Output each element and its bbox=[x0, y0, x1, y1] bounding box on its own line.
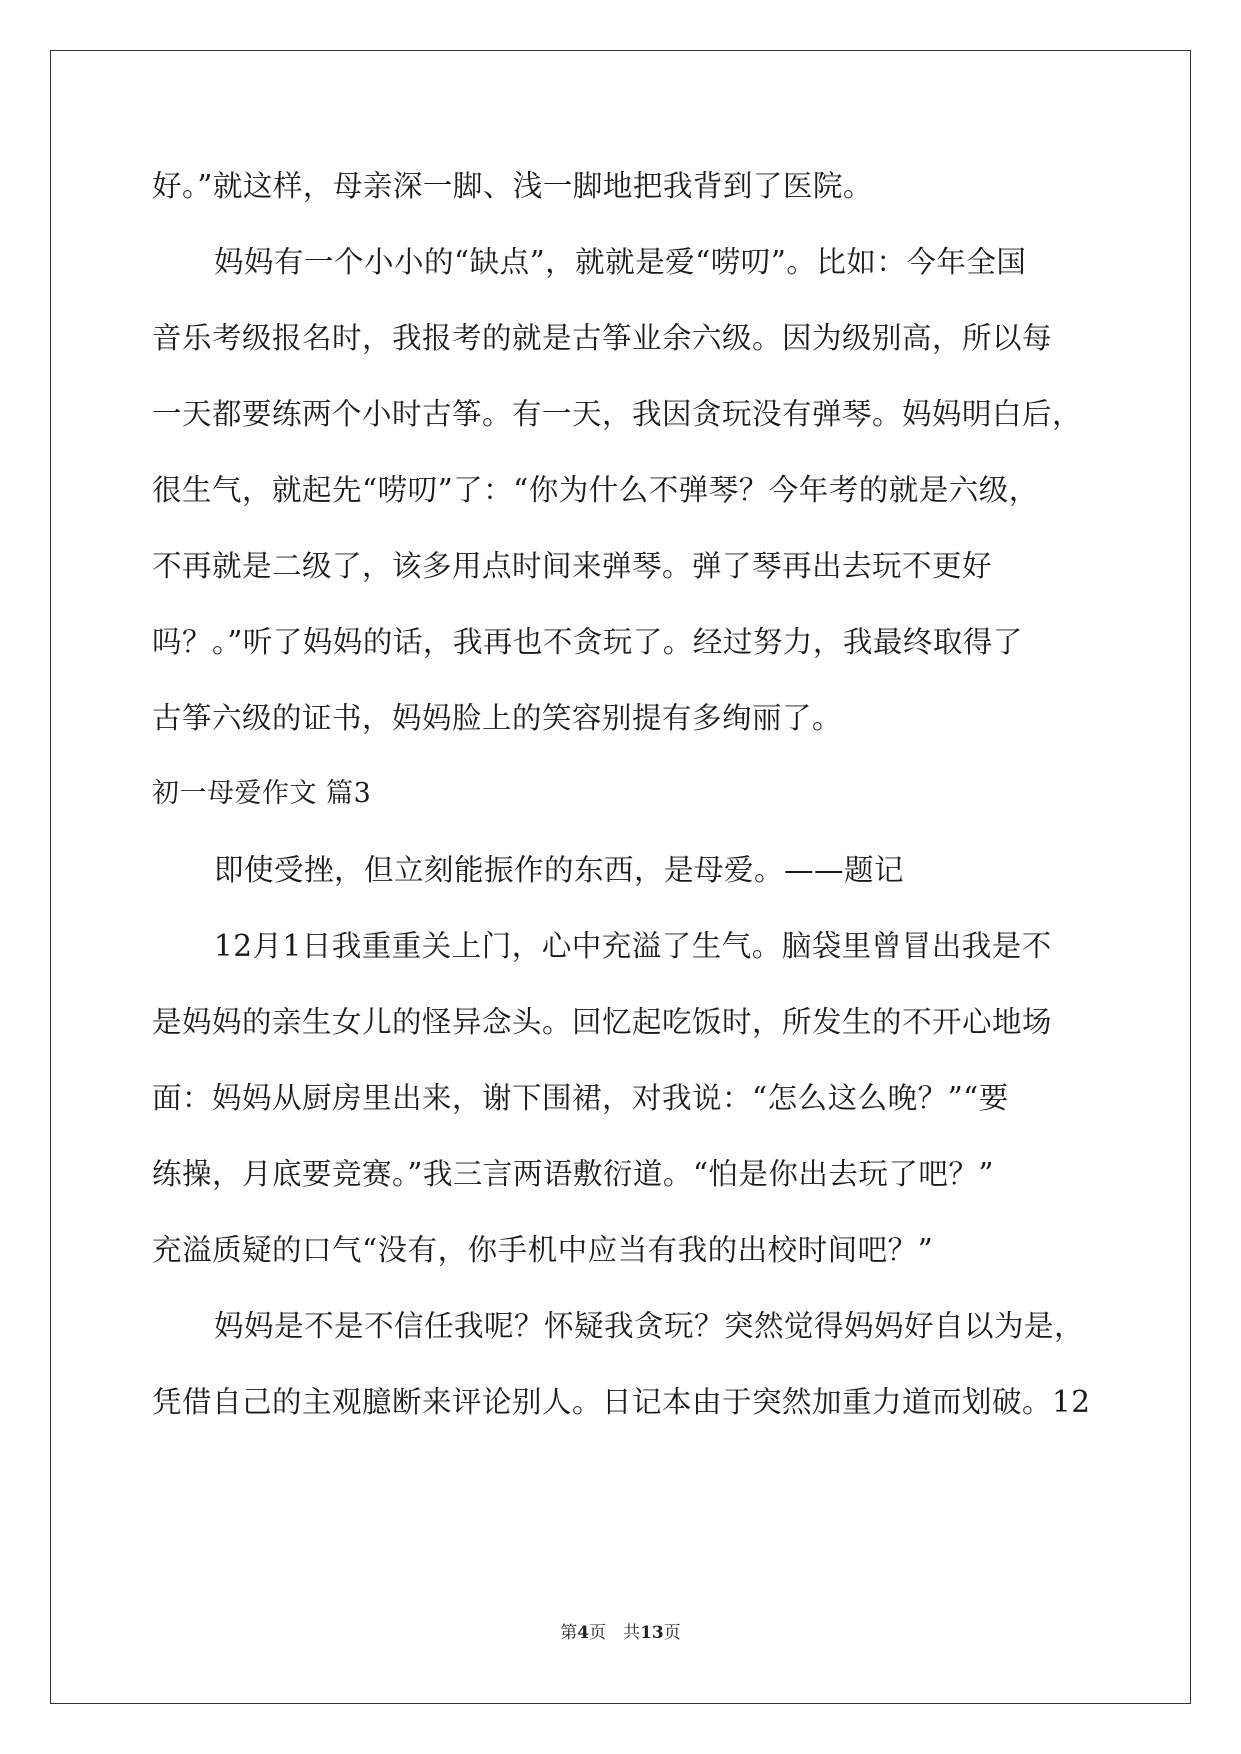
paragraph-line: 妈妈是不是不信任我呢？怀疑我贪玩？突然觉得妈妈好自以为是， bbox=[214, 1309, 1085, 1343]
paragraph-line: 凭借自己的主观臆断来评论别人。日记本由于突然加重力道而划破。12 bbox=[152, 1385, 1091, 1419]
paragraph-line: 妈妈有一个小小的“缺点”，就就是爱“唠叨”。比如：今年全国 bbox=[214, 245, 1027, 279]
paragraph-line: 充溢质疑的口气“没有，你手机中应当有我的出校时间吧？” bbox=[152, 1233, 934, 1267]
paragraph-line: 音乐考级报名时，我报考的就是古筝业余六级。因为级别高，所以每 bbox=[152, 321, 1053, 355]
section-heading: 初一母爱作文 篇3 bbox=[152, 778, 372, 809]
total-page-count: 13 bbox=[640, 1623, 664, 1643]
paragraph-line: 面：妈妈从厨房里出来，谢下围裙，对我说：“怎么这么晚？”“要 bbox=[152, 1081, 1009, 1115]
paragraph-line: 不再就是二级了，该多用点时间来弹琴。弹了琴再出去玩不更好 bbox=[152, 549, 993, 583]
epigraph-line: 即使受挫，但立刻能振作的东西，是母爱。——题记 bbox=[214, 853, 905, 887]
paragraph-line: 12月1日我重重关上门，心中充溢了生气。脑袋里曾冒出我是不 bbox=[214, 929, 1052, 963]
paragraph-line: 吗？。”听了妈妈的话，我再也不贪玩了。经过努力，我最终取得了 bbox=[152, 625, 1023, 659]
page-number-footer bbox=[0, 1618, 1241, 1643]
paragraph-line: 练操，月底要竞赛。”我三言两语敷衍道。“怕是你出去玩了吧？” bbox=[152, 1157, 994, 1191]
paragraph-line: 一天都要练两个小时古筝。有一天，我因贪玩没有弹琴。妈妈明白后， bbox=[152, 397, 1083, 431]
document-body bbox=[152, 148, 1092, 1440]
current-page-number: 4 bbox=[577, 1623, 590, 1643]
footer-prefix: 第 bbox=[560, 1623, 578, 1643]
paragraph-line: 是妈妈的亲生女儿的怪异念头。回忆起吃饭时，所发生的不开心地场 bbox=[152, 1005, 1053, 1039]
paragraph-line: 古筝六级的证书，妈妈脸上的笑容别提有多绚丽了。 bbox=[152, 701, 843, 735]
footer-suffix: 页 bbox=[663, 1623, 681, 1643]
footer-mid: 页 共 bbox=[589, 1623, 641, 1643]
paragraph-line: 很生气，就起先“唠叨”了：“你为什么不弹琴？今年考的就是六级， bbox=[152, 473, 1039, 507]
paragraph-line: 好。”就这样，母亲深一脚、浅一脚地把我背到了医院。 bbox=[152, 169, 873, 203]
